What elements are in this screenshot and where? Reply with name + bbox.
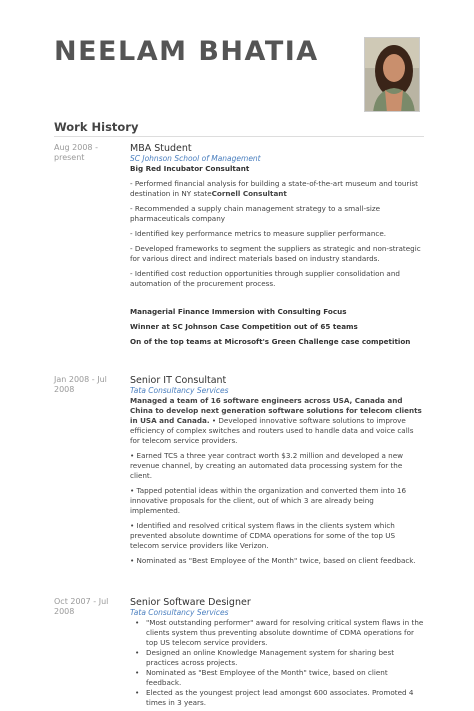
- job-paragraph: - Recommended a supply chain management strategy to a small-size pharmaceuticals company: [130, 204, 381, 223]
- job-content: [130, 143, 424, 347]
- list-item-text: Designed an online Knowledge Management system for sharing best practices across projects.: [146, 648, 395, 667]
- achievement-line: Winner at SC Johnson Case Competition out of 65 teams: [130, 322, 358, 331]
- profile-photo: [364, 37, 420, 112]
- section-divider: [54, 136, 424, 137]
- list-item: [130, 618, 424, 648]
- list-item-text: Nominated as "Best Employee of the Month" twice, based on client feedback.: [146, 668, 388, 687]
- job-dates: Jan 2008 - Jul 2008: [54, 375, 107, 394]
- job-paragraph: • Identified and resolved critical system flaws in the clients system which prevented absolute downtime of CDMA operations for some of the top US telecom service providers like Verizon.: [130, 521, 396, 550]
- job-dates: Oct 2007 - Jul 2008: [54, 597, 109, 616]
- job-paragraph: • Earned TCS a three year contract worth $3.2 million and developed a new revenue channel, by creating an automated data processing system for the client.: [130, 451, 404, 480]
- achievement-line: Managerial Finance Immersion with Consulting Focus: [130, 307, 347, 316]
- role-heading-inline: Cornell Consultant: [211, 189, 287, 198]
- list-item: [130, 688, 424, 708]
- job-paragraph: - Identified key performance metrics to measure supplier performance.: [130, 229, 387, 238]
- list-item: [130, 668, 424, 688]
- profile-photo-image: [365, 38, 420, 112]
- bullet-icon: •: [135, 648, 140, 657]
- job-paragraph: • Nominated as "Best Employee of the Month" twice, based on client feedback.: [130, 556, 416, 565]
- resume-name: NEELAM BHATIA: [54, 36, 319, 67]
- company-link[interactable]: Tata Consultancy Services: [130, 386, 229, 395]
- job-content: [130, 597, 424, 708]
- job-content: [130, 375, 424, 566]
- list-item-text: Elected as the youngest project lead amongst 600 associates. Promoted 4 times in 3 years.: [146, 688, 414, 707]
- job-paragraph: [130, 179, 424, 199]
- list-item-text: "Most outstanding performer" award for resolving critical system flaws in the clients system thus preventing absolute downtime of CDMA operations for top US telecom service providers.: [146, 618, 424, 647]
- bullet-icon: •: [135, 618, 140, 627]
- job-paragraph: - Identified cost reduction opportunities through supplier consolidation and automation of the procurement process.: [130, 269, 400, 288]
- job-paragraph: • Tapped potential ideas within the organization and converted them into 16 innovative proposals for the client, out of which 3 are already being implemented.: [130, 486, 407, 515]
- list-item: [130, 648, 424, 668]
- job-title: MBA Student: [130, 143, 192, 154]
- paragraph-text: - Performed financial analysis for building a state-of-the-art museum and tourist destination in NY state: [130, 179, 418, 198]
- lead-bold-text: Managed a team of 16 software engineers across USA, Canada and China to develop next generation software solutions for telecom clients in USA and Canada.: [130, 396, 422, 425]
- job-paragraph: - Developed frameworks to segment the suppliers as strategic and non-strategic for various direct and indirect materials based on industry standards.: [130, 244, 421, 263]
- achievement-list: [130, 618, 424, 708]
- job-paragraph: [130, 396, 424, 446]
- job-title: Senior IT Consultant: [130, 375, 227, 386]
- company-link[interactable]: Tata Consultancy Services: [130, 608, 229, 617]
- company-link[interactable]: SC Johnson School of Management: [130, 154, 261, 163]
- role-heading: Big Red Incubator Consultant: [130, 164, 250, 173]
- paragraph-text: • Developed innovative software solutions to improve efficiency of complex switches and routers used to handle data and voice calls for telecom service providers.: [130, 416, 414, 445]
- job-dates: Aug 2008 - present: [54, 143, 98, 162]
- bullet-icon: •: [135, 668, 140, 677]
- achievement-line: On of the top teams at Microsoft's Green Challenge case competition: [130, 337, 411, 346]
- job-title: Senior Software Designer: [130, 597, 251, 608]
- section-title-work-history: Work History: [54, 120, 139, 134]
- bullet-icon: •: [135, 688, 140, 697]
